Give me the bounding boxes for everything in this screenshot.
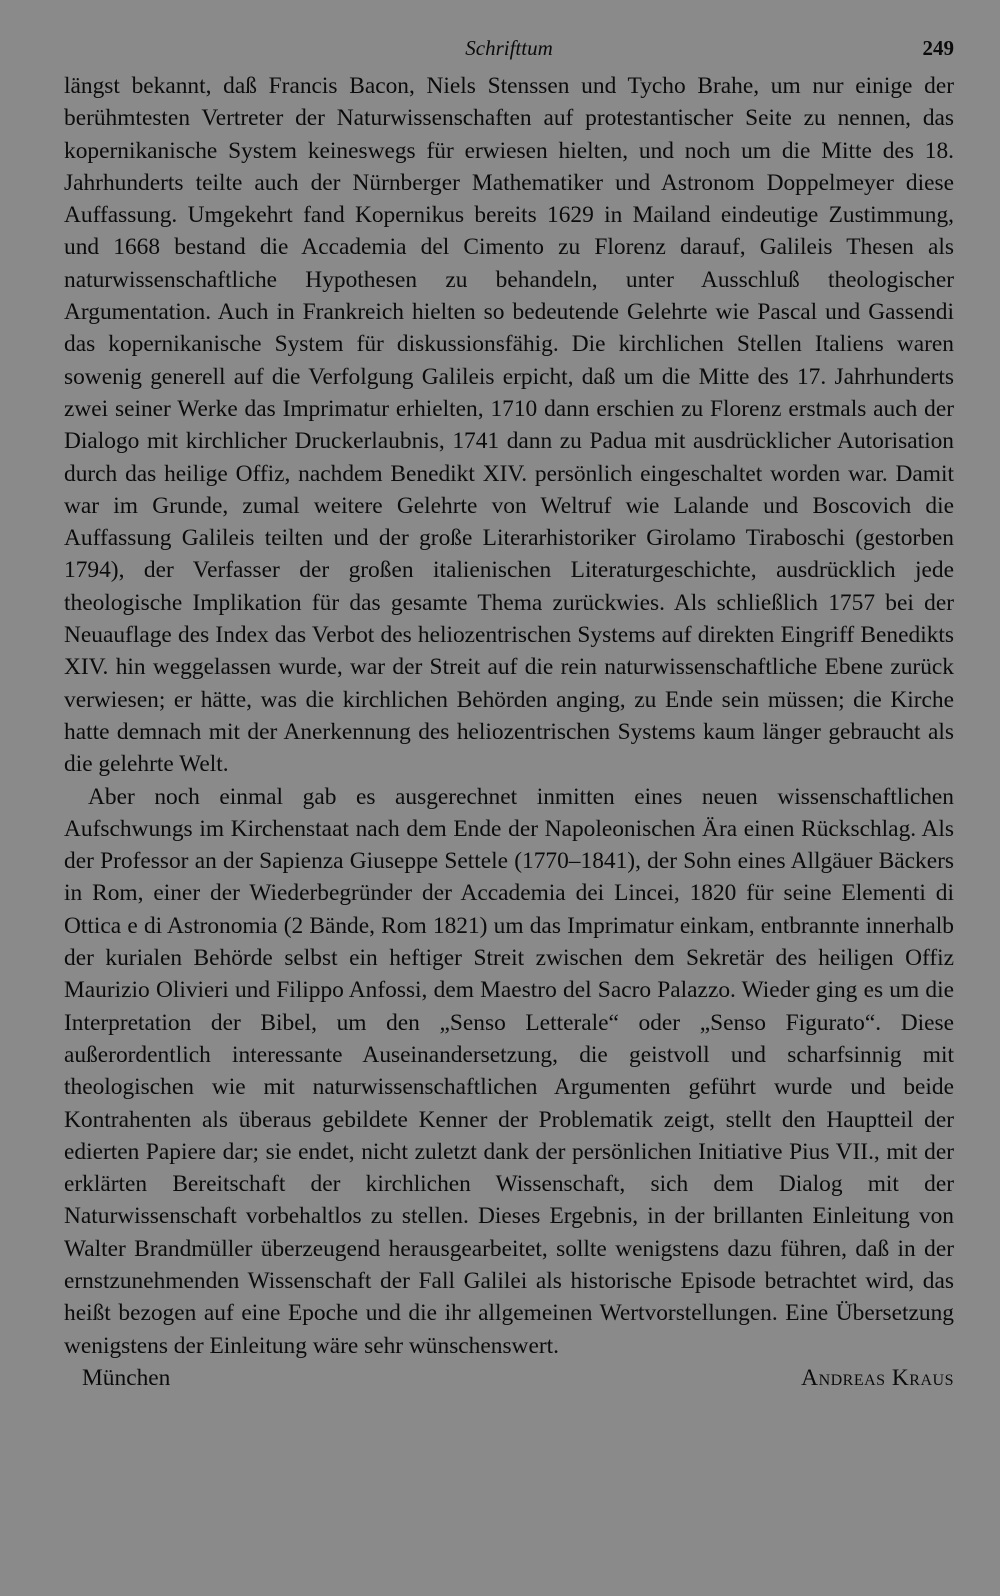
page-number: 249 bbox=[922, 36, 954, 60]
paragraph-1: längst bekannt, daß Francis Bacon, Niels Stenssen und Tycho Brahe, um nur einige der berühmtesten Vertreter der Naturwissenschaften auf protestantischer Seite zu nennen, das kopernikanische System keineswegs für erwiesen hielten, und noch um die Mitte des 18. Jahrhunderts teilte auch der Nürnberger Mathematiker und Astronom Doppelmeyer diese Auffassung. Umgekehrt fand Kopernikus bereits 1629 in Mailand eindeutige Zustimmung, und 1668 bestand die Accademia del Cimento zu Florenz darauf, Galileis Thesen als naturwissenschaftliche Hypothesen zu behandeln, unter Ausschluß theologischer Argumentation. Auch in Frankreich hielten so bedeutende Gelehrte wie Pascal und Gassendi das kopernikanische System für diskussionsfähig. Die kirchlichen Stellen Italiens waren sowenig generell auf die Verfolgung Galileis erpicht, daß um die Mitte des 17. Jahrhunderts zwei seiner Werke das Imprimatur erhielten, 1710 dann erschien zu Florenz erstmals auch der Dialogo mit kirchlicher Druckerlaubnis, 1741 dann zu Padua mit ausdrücklicher Autorisation durch das heilige Offiz, nachdem Benedikt XIV. persönlich eingeschaltet worden war. Damit war im Grunde, zumal weitere Gelehrte von Weltruf wie Lalande und Boscovich die Auffassung Galileis teilten und der große Literarhistoriker Girolamo Tiraboschi (gestorben 1794), der Verfasser der großen italienischen Literaturgeschichte, ausdrücklich jede theologische Implikation für das gesamte Thema zurückwies. Als schließlich 1757 bei der Neuauflage des Index das Verbot des heliozentrischen Systems auf direkten Eingriff Benedikts XIV. hin weggelassen wurde, war der Streit auf die rein naturwissenschaftliche Ebene zurück verwiesen; er hätte, was die kirchlichen Behörden anging, zu Ende sein müssen; die Kirche hatte demnach mit der Anerkennung des heliozentrischen Systems kaum länger gebraucht als die gelehrte Welt. bbox=[64, 73, 954, 778]
signature-author: Andreas Kraus bbox=[801, 1364, 954, 1391]
book-page bbox=[64, 30, 954, 1394]
body-text bbox=[64, 70, 954, 1362]
signature-place: München bbox=[82, 1364, 171, 1391]
signature-line bbox=[64, 1362, 954, 1394]
running-title: Schrifttum bbox=[465, 36, 553, 60]
running-head bbox=[64, 30, 954, 70]
paragraph-2: Aber noch einmal gab es ausgerechnet inmitten eines neuen wissenschaftlichen Aufschwungs im Kirchenstaat nach dem Ende der Napoleonischen Ära einen Rückschlag. Als der Professor an der Sapienza Giuseppe Settele (1770–1841), der Sohn eines Allgäuer Bäckers in Rom, einer der Wiederbegründer der Accademia dei Lincei, 1820 für seine Elementi di Ottica e di Astronomia (2 Bände, Rom 1821) um das Imprimatur einkam, entbrannte innerhalb der kurialen Behörde selbst ein heftiger Streit zwischen dem Sekretär des heiligen Offiz Maurizio Olivieri und Filippo Anfossi, dem Maestro del Sacro Palazzo. Wieder ging es um die Interpretation der Bibel, um den „Senso Letterale“ oder „Senso Figurato“. Diese außerordentlich interessante Auseinandersetzung, die geistvoll und scharfsinnig mit theologischen wie mit naturwissenschaftlichen Argumenten geführt wurde und beide Kontrahenten als überaus gebildete Kenner der Problematik zeigt, stellt den Hauptteil der edierten Papiere dar; sie endet, nicht zuletzt dank der persönlichen Initiative Pius VII., mit der erklärten Bereitschaft der kirchlichen Wissenschaft, sich dem Dialog mit der Naturwissenschaft vorbehaltlos zu stellen. Dieses Ergebnis, in der brillanten Einleitung von Walter Brandmüller überzeugend herausgearbeitet, sollte wenigstens dazu führen, daß in der ernstzunehmenden Wissenschaft der Fall Galilei als historische Episode betrachtet wird, das heißt bezogen auf eine Epoche und die ihr allgemeinen Wertvorstellungen. Eine Übersetzung wenigstens der Einleitung wäre sehr wünschenswert. bbox=[64, 783, 954, 1359]
